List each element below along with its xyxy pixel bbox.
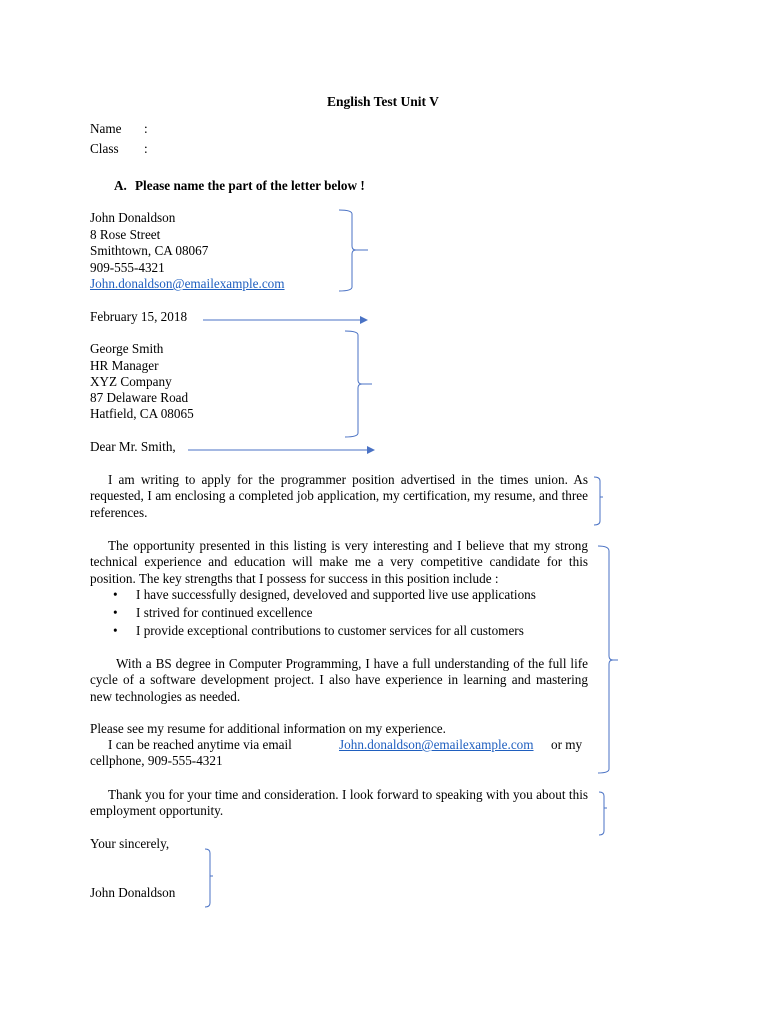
body-paragraph-4-suffix: cellphone, 909-555-4321 xyxy=(90,753,223,768)
recipient-company: XYZ Company xyxy=(90,374,172,389)
body-paragraph-4-middle: or my xyxy=(551,737,583,752)
body-paragraph-1-text: I am writing to apply for the programmer position advertised in the times union. As requested, I am enclosing a completed job application, my certification, my resume, and three references. xyxy=(90,472,588,520)
class-label: Class xyxy=(90,141,119,156)
body-paragraph-3-text: With a BS degree in Computer Programming, I have a full understanding of the full life cycle of a software development project. I also have experience in learning and mastering new technologies as needed. xyxy=(90,656,588,704)
salutation: Dear Mr. Smith, xyxy=(90,439,176,454)
body-email-link[interactable]: John.donaldson@emailexample.com xyxy=(339,737,534,752)
section-a-instruction: Please name the part of the letter below ! xyxy=(135,178,365,193)
heading-bracket xyxy=(339,210,368,291)
sender-email-link[interactable]: John.donaldson@emailexample.com xyxy=(90,276,285,291)
recipient-title: HR Manager xyxy=(90,358,159,373)
signature-bracket xyxy=(205,849,213,907)
list-item-text: I provide exceptional contributions to customer services for all customers xyxy=(136,623,524,638)
inside-address-bracket xyxy=(345,331,372,437)
body-paragraph-2-text: The opportunity presented in this listing is very interesting and I believe that my strong technical experience and education will make me a very competitive candidate for this position. The key strengths that I possess for success in this position include : xyxy=(90,538,588,586)
name-colon: : xyxy=(144,121,148,136)
class-colon: : xyxy=(144,141,148,156)
sender-city: Smithtown, CA 08067 xyxy=(90,243,209,258)
bullet-icon: • xyxy=(113,623,118,638)
list-item-text: I strived for continued excellence xyxy=(136,605,313,620)
sender-street: 8 Rose Street xyxy=(90,227,161,242)
recipient-name: George Smith xyxy=(90,341,164,356)
closing-paragraph-bracket xyxy=(599,792,607,835)
recipient-city: Hatfield, CA 08065 xyxy=(90,406,194,421)
recipient-street: 87 Delaware Road xyxy=(90,390,189,405)
sender-phone: 909-555-4321 xyxy=(90,260,165,275)
sender-name: John Donaldson xyxy=(90,210,176,225)
bullet-icon: • xyxy=(113,605,118,620)
signature-name: John Donaldson xyxy=(90,885,176,900)
section-a-marker: A. xyxy=(114,178,127,193)
body-paragraph-4-prefix: I can be reached anytime via email xyxy=(108,737,292,752)
page-title: English Test Unit V xyxy=(327,94,439,109)
body-paragraph-4-line-1: Please see my resume for additional information on my experience. xyxy=(90,721,446,736)
body-bracket xyxy=(598,546,618,773)
bullet-icon: • xyxy=(113,587,118,602)
list-item-text: I have successfully designed, develoved and supported live use applications xyxy=(136,587,536,602)
opening-paragraph-bracket xyxy=(594,477,603,525)
closing-paragraph-text: Thank you for your time and consideration. I look forward to speaking with you about this employment opportunity. xyxy=(90,787,588,819)
complimentary-close: Your sincerely, xyxy=(90,836,170,851)
name-label: Name xyxy=(90,121,122,136)
letter-date: February 15, 2018 xyxy=(90,309,188,324)
